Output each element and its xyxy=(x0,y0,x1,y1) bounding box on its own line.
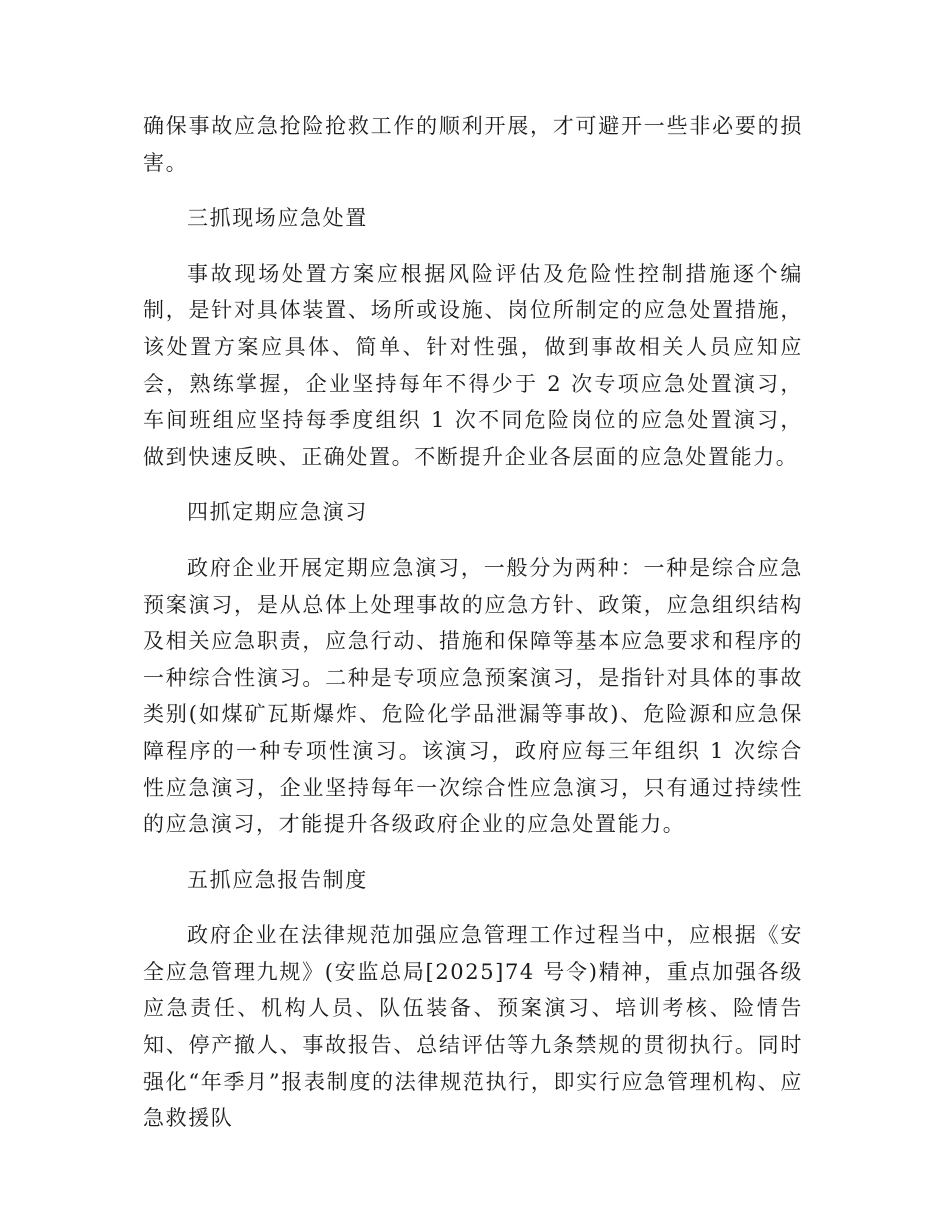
section-heading-4: 四抓定期应急演习 xyxy=(187,500,368,525)
body-paragraph-2: 事故现场处置方案应根据风险评估及危险性控制措施逐个编制，是针对具体装置、场所或设施、岗位所制定的应急处置措施，该处置方案应具体、简单、针对性强，做到事故相关人员应知应会，熟练掌握，企业坚持每年不得少于 2 次专项应急处置演习，车间班组应坚持每季度组织 1 次不同危险岗位的应急处置演习，做到快速反映、正确处置。不断提升企业各层面的应急处置能力。 xyxy=(143,261,803,469)
section-heading-5: 五抓应急报告制度 xyxy=(187,867,368,892)
body-paragraph-4: 政府企业在法律规范加强应急管理工作过程当中，应根据《安全应急管理九规》(安监总局[2025]74 号令)精神，重点加强各级应急责任、机构人员、队伍装备、预案演习、培训考核、险情告知、停产撤人、事故报告、总结评估等九条禁规的贯彻执行。同时强化“年季月”报表制度的法律规范执行，即实行应急管理机构、应急救援队 xyxy=(143,923,803,1131)
body-paragraph-3: 政府企业开展定期应急演习，一般分为两种：一种是综合应急预案演习，是从总体上处理事故的应急方针、政策，应急组织结构及相关应急职责，应急行动、措施和保障等基本应急要求和程序的一种综合性演习。二种是专项应急预案演习，是指针对具体的事故类别(如煤矿瓦斯爆炸、危险化学品泄漏等事故)、危险源和应急保障程序的一种专项性演习。该演习，政府应每三年组织 1 次综合性应急演习，企业坚持每年一次综合性应急演习，只有通过持续性的应急演习，才能提升各级政府企业的应急处置能力。 xyxy=(143,555,803,837)
section-heading-3: 三抓现场应急处置 xyxy=(187,206,368,231)
document-page xyxy=(143,108,803,1137)
body-paragraph-1: 确保事故应急抢险抢救工作的顺利开展，才可避开一些非必要的损害。 xyxy=(143,114,803,175)
